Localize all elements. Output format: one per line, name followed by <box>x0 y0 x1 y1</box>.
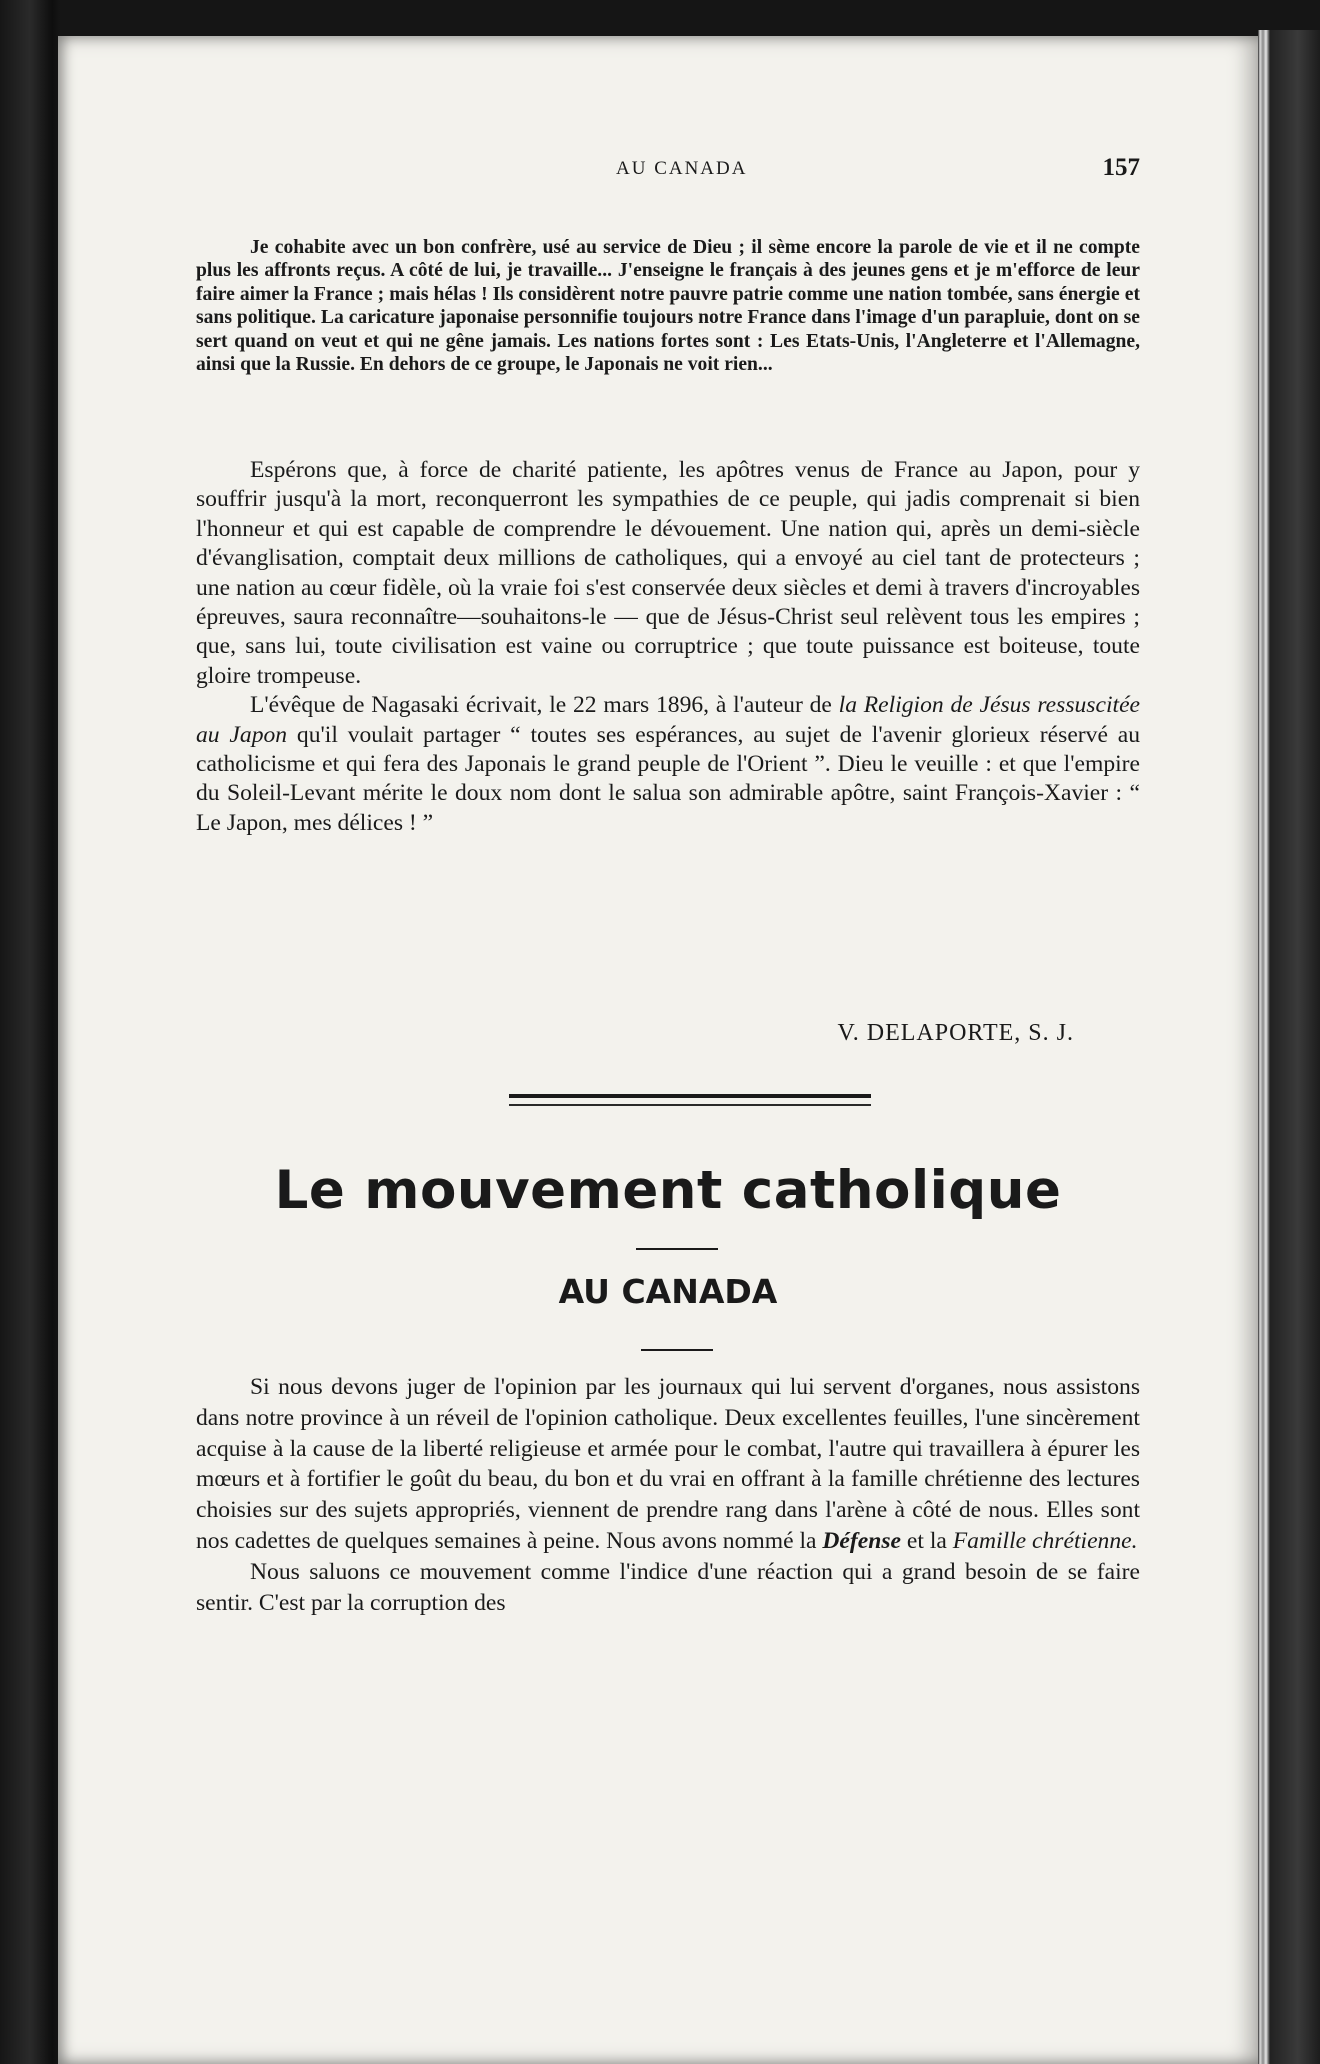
paragraph <box>196 1372 1140 1557</box>
title-rule <box>636 1248 718 1250</box>
divider-thick-rule <box>509 1094 871 1098</box>
newspaper-name: Défense <box>822 1527 901 1554</box>
text-run: L'évêque de Nagasaki écrivait, le 22 mars 1896, à l'auteur de <box>250 692 839 719</box>
article-mouvement-body <box>196 1372 1140 1618</box>
running-title: AU CANADA <box>616 158 748 179</box>
book-page <box>58 36 1258 2064</box>
paragraph <box>196 691 1140 838</box>
newspaper-name: Famille chrétienne. <box>952 1527 1138 1554</box>
quoted-letter: Je cohabite avec un bon confrère, usé au service de Dieu ; il sème encore la parole de vie et il ne compte plus les affronts reçus. A côté de lui, je travaille... J'enseigne le français à des jeunes gens et je m'efforce de leur faire aimer la France ; mais hélas ! Ils considèrent notre pauvre patrie comme une nation tombée, sans énergie et sans politique. La caricature japonaise personnifie toujours notre France dans l'image d'un parapluie, dont on se sert quand on veut et qui ne gêne jamais. Les nations fortes sont : Les Etats-Unis, l'Angleterre et l'Allemagne, ainsi que la Russie. En dehors de ce groupe, le Japonais ne voit rien... <box>196 237 1140 376</box>
section-title: Le mouvement catholique <box>274 1160 1062 1221</box>
text-run: Si nous devons juger de l'opinion par les journaux qui lui servent d'organes, nous assistons dans notre province à un réveil de l'opinion catholique. Deux excellentes feuilles, l'une sincèrement acquise à la cause de la liberté religieuse et armée pour le combat, l'autre qui travaillera à épurer les mœurs et à fortifier le goût du beau, du bon et du vrai en offrant à la famille chrétienne des lectures choisies sur des sujets appropriés, viennent de prendre rang dans l'arène à côté de nous. Elles sont nos cadettes de quelques semaines à peine. Nous avons nommé la <box>196 1374 1140 1554</box>
subtitle-rule <box>641 1349 713 1351</box>
paragraph: Espérons que, à force de charité patiente, les apôtres venus de France au Japon, pour y souffrir jusqu'à la mort, reconquerront les sympathies de ce peuple, qui jadis comprenait si bien l'honneur et qui est capable de comprendre le dévouement. Une nation qui, après un demi-siècle d'évanglisation, comptait deux millions de catholiques, qui a envoyé au ciel tant de protecteurs ; une nation au cœur fidèle, où la vraie foi s'est conservée deux siècles et demi à travers d'incroyables épreuves, saura reconnaître—souhaitons-le — que de Jésus-Christ seul relèvent tous les empires ; que, sans lui, toute civilisation est vaine ou corruptrice ; que toute puissance est boiteuse, toute gloire trompeuse. <box>196 457 1140 689</box>
book-edge-right <box>1258 30 1320 2064</box>
author-signature: V. DELAPORTE, S. J. <box>837 1020 1074 1046</box>
article-delaporte-body <box>196 456 1140 838</box>
text-run: qu'il voulait partager “ toutes ses espérances, au sujet de l'avenir glorieux réservé au catholicisme et qui fera des Japonais le grand peuple de l'Orient ”. Dieu le veuille : et que l'empire du Soleil-Levant mérite le doux nom dont le salua son admirable apôtre, saint François-Xavier : “ Le Japon, mes délices ! ” <box>196 721 1141 836</box>
page-number: 157 <box>1102 154 1140 181</box>
paragraph: Nous saluons ce mouvement comme l'indice d'une réaction qui a grand besoin de se faire sentir. C'est par la corruption des <box>196 1558 1140 1616</box>
book-title: la Religion de Jésus ressuscitée au Japon <box>196 692 1141 748</box>
section-subtitle: AU CANADA <box>558 1272 778 1311</box>
section-divider <box>509 1094 871 1106</box>
running-header <box>196 154 1140 194</box>
text-run: et la <box>901 1527 953 1554</box>
divider-thin-rule <box>509 1104 871 1106</box>
